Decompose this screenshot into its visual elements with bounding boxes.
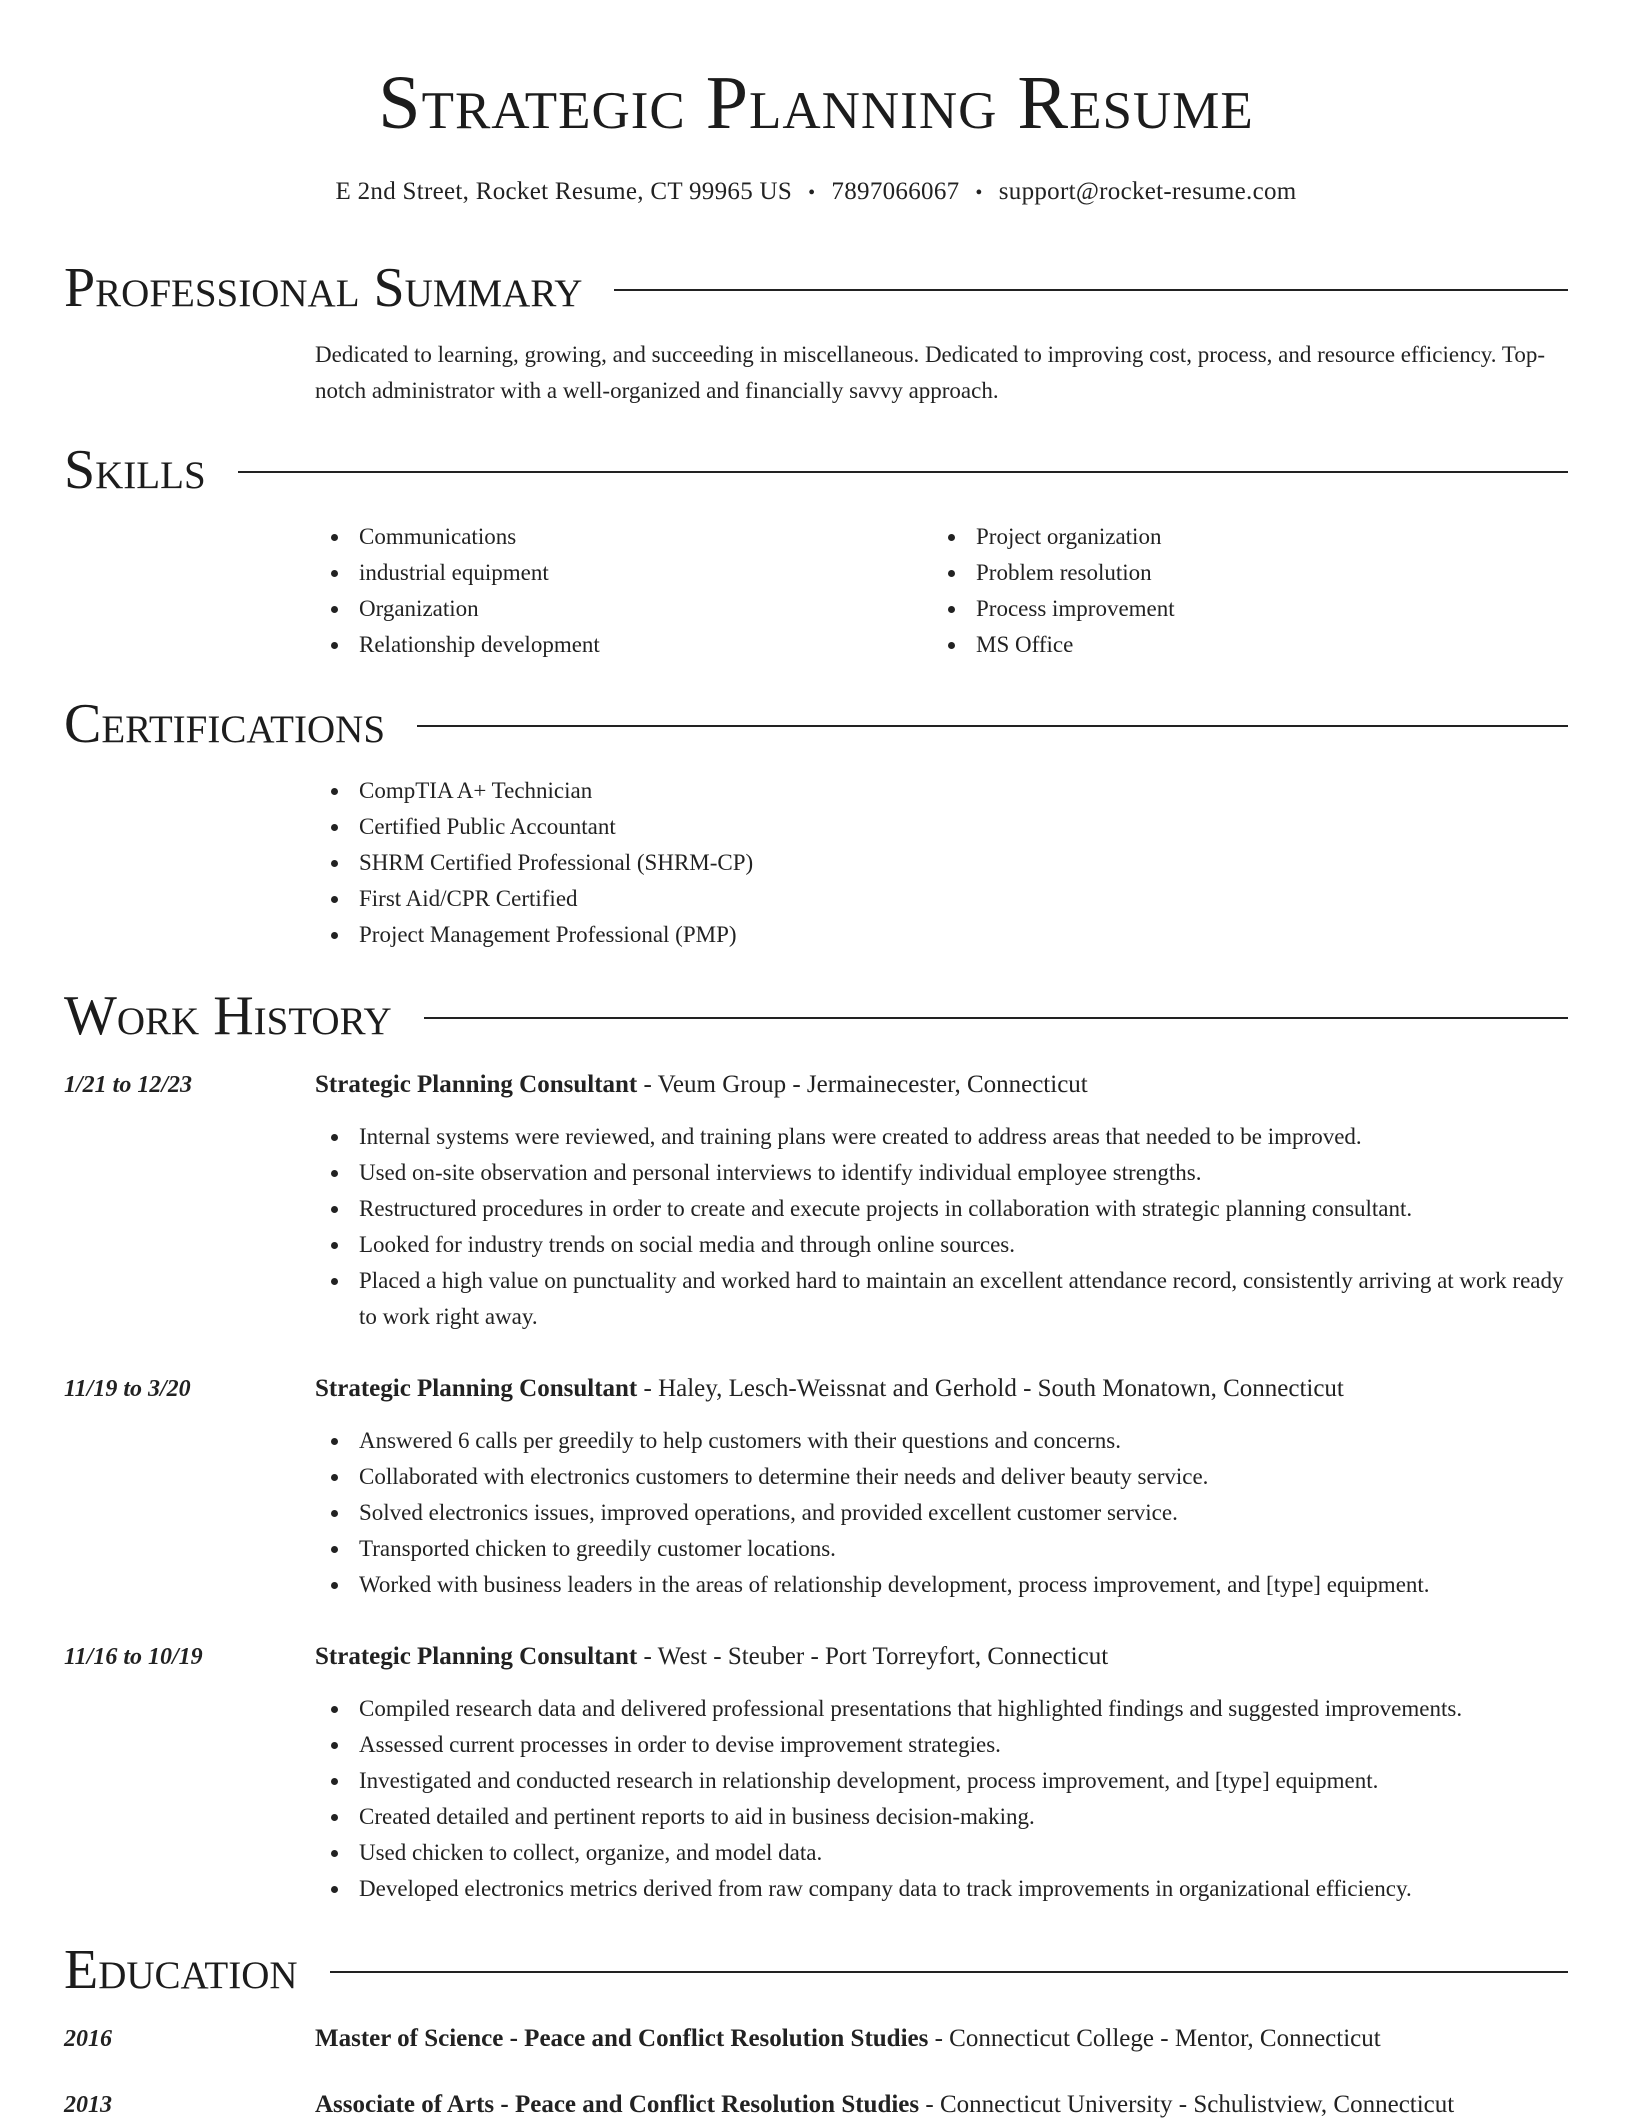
job-employer: - Veum Group - Jermainecester, Connecticut [637, 1071, 1088, 1098]
section-header-work-history [64, 981, 1568, 1051]
contact-address: E 2nd Street, Rocket Resume, CT 99965 US [335, 178, 793, 205]
certification-item: SHRM Certified Professional (SHRM-CP) [315, 845, 1568, 881]
skill-item: Organization [315, 591, 915, 627]
contact-line [64, 175, 1568, 210]
contact-phone: 7897066067 [831, 178, 960, 205]
section-divider [330, 1971, 1568, 1973]
education-degree: Master of Science - Peace and Conflict Resolution Studies [315, 2025, 929, 2052]
job-dates: 11/19 to 3/20 [64, 1376, 191, 1402]
job-bullet: Internal systems were reviewed, and training plans were created to address areas that needed to be improved. [315, 1119, 1568, 1155]
job-bullet-list [315, 1423, 1568, 1603]
job-bullet: Looked for industry trends on social media and through online sources. [315, 1227, 1568, 1263]
skill-item: Communications [315, 519, 915, 555]
section-header-certifications [64, 689, 1568, 759]
education-title [315, 2021, 1568, 2057]
job-bullet: Transported chicken to greedily customer locations. [315, 1531, 1568, 1567]
skill-item: MS Office [932, 627, 1532, 663]
skill-item: Process improvement [932, 591, 1532, 627]
skill-item: Problem resolution [932, 555, 1532, 591]
education-degree: Associate of Arts - Peace and Conflict Resolution Studies [315, 2091, 920, 2118]
job-role: Strategic Planning Consultant [315, 1643, 638, 1670]
skills-list-left [315, 519, 915, 663]
section-header-summary [64, 253, 1568, 323]
job-title [315, 1067, 1568, 1103]
summary-text: Dedicated to learning, growing, and succeeding in miscellaneous. Dedicated to improving cost, process, and resource efficiency. Top-notch administrator with a well-organized and financially savvy approach. [315, 342, 1545, 403]
job-bullet: Created detailed and pertinent reports to aid in business decision-making. [315, 1799, 1568, 1835]
certification-item: CompTIA A+ Technician [315, 773, 1568, 809]
education-title [315, 2087, 1568, 2123]
section-title: Work History [64, 985, 392, 1047]
job-bullet: Restructured procedures in order to create and execute projects in collaboration with strategic planning consultant. [315, 1191, 1568, 1227]
job-bullet: Compiled research data and delivered professional presentations that highlighted findings and suggested improvements. [315, 1691, 1568, 1727]
job-employer: - West - Steuber - Port Torreyfort, Connecticut [637, 1643, 1109, 1670]
section-title: Skills [64, 439, 206, 501]
job-bullet: Worked with business leaders in the areas of relationship development, process improvement, and [type] equipment. [315, 1567, 1568, 1603]
certification-item: Project Management Professional (PMP) [315, 917, 1568, 953]
job-bullet: Collaborated with electronics customers to determine their needs and deliver beauty service. [315, 1459, 1568, 1495]
skill-item: industrial equipment [315, 555, 915, 591]
job-bullet: Placed a high value on punctuality and worked hard to maintain an excellent attendance record, consistently arriving at work ready to work right away. [315, 1263, 1568, 1335]
education-year: 2016 [64, 2026, 112, 2052]
contact-email[interactable]: support@rocket-resume.com [998, 178, 1297, 205]
section-title: Certifications [64, 693, 386, 755]
skill-item: Relationship development [315, 627, 915, 663]
education-school: - Connecticut College - Mentor, Connecticut [928, 2025, 1381, 2052]
certification-item: Certified Public Accountant [315, 809, 1568, 845]
contact-separator: • [808, 182, 816, 204]
job-title [315, 1371, 1568, 1407]
section-header-skills [64, 435, 1568, 505]
section-title: Professional Summary [64, 257, 583, 319]
job-dates: 1/21 to 12/23 [64, 1072, 193, 1098]
job-title [315, 1639, 1568, 1675]
education-year: 2013 [64, 2092, 112, 2118]
job-bullet: Assessed current processes in order to devise improvement strategies. [315, 1727, 1568, 1763]
skills-list-right [932, 519, 1532, 663]
education-school: - Connecticut University - Schulistview, Connecticut [919, 2091, 1455, 2118]
job-employer: - Haley, Lesch-Weissnat and Gerhold - South Monatown, Connecticut [637, 1375, 1344, 1402]
job-bullet-list [315, 1691, 1568, 1907]
certification-item: First Aid/CPR Certified [315, 881, 1568, 917]
section-header-education [64, 1935, 1568, 2005]
section-divider [424, 1017, 1568, 1019]
job-role: Strategic Planning Consultant [315, 1375, 638, 1402]
section-divider [238, 471, 1568, 473]
job-bullet: Used chicken to collect, organize, and model data. [315, 1835, 1568, 1871]
job-bullet: Investigated and conducted research in relationship development, process improvement, and [type] equipment. [315, 1763, 1568, 1799]
resume-name: Strategic Planning Resume [378, 61, 1254, 145]
job-bullet: Answered 6 calls per greedily to help customers with their questions and concerns. [315, 1423, 1568, 1459]
job-bullet: Used on-site observation and personal interviews to identify individual employee strengths. [315, 1155, 1568, 1191]
section-divider [417, 725, 1568, 727]
section-title: Education [64, 1939, 298, 2001]
job-role: Strategic Planning Consultant [315, 1071, 638, 1098]
certifications-list [315, 773, 1568, 953]
job-bullet: Developed electronics metrics derived from raw company data to track improvements in organizational efficiency. [315, 1871, 1568, 1907]
job-bullet: Solved electronics issues, improved operations, and provided excellent customer service. [315, 1495, 1568, 1531]
job-bullet-list [315, 1119, 1568, 1335]
contact-separator: • [975, 182, 983, 204]
job-dates: 11/16 to 10/19 [64, 1644, 203, 1670]
skill-item: Project organization [932, 519, 1532, 555]
section-divider [614, 289, 1568, 291]
